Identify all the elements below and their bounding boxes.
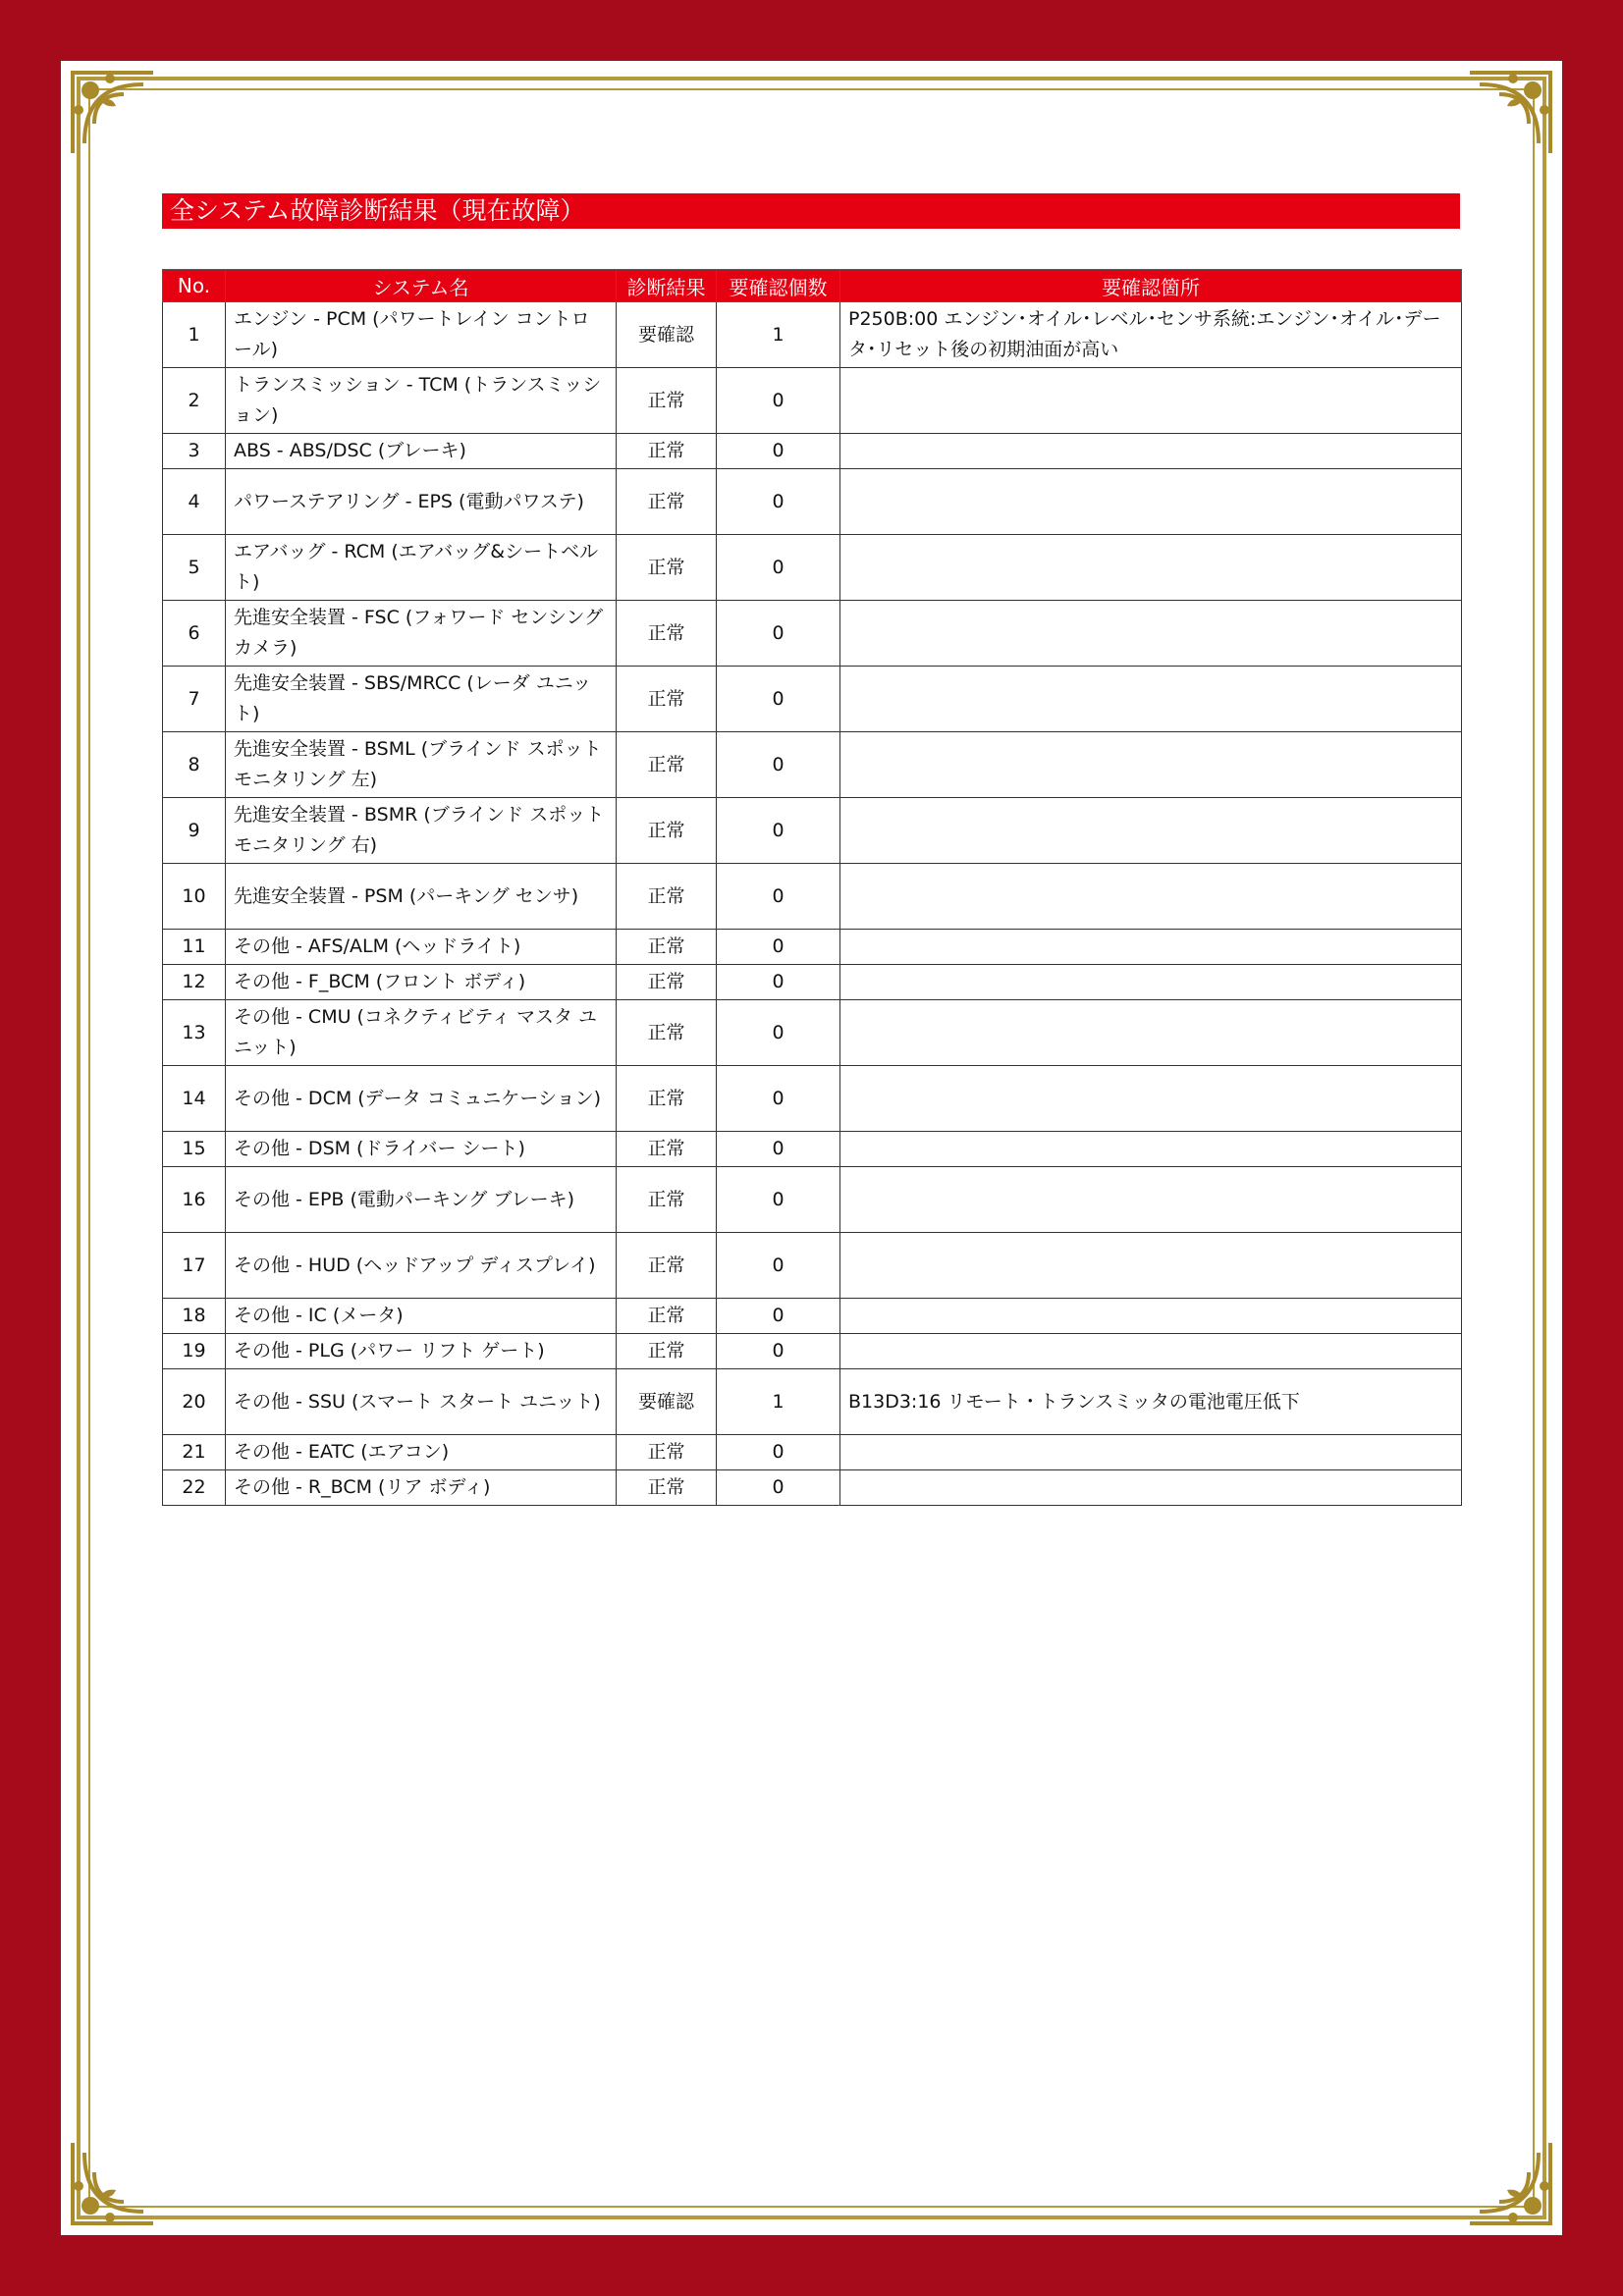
table-row [163, 601, 1462, 667]
row-count: 0 [717, 368, 840, 434]
row-count: 0 [717, 1334, 840, 1369]
row-location: P250B:00 エンジン･オイル･レベル･センサ系統:エンジン･オイル･データ･リセット後の初期油面が高い [840, 302, 1462, 368]
row-no: 2 [163, 368, 226, 434]
row-system-name: その他 - HUD (ヘッドアップ ディスプレイ) [226, 1233, 617, 1299]
diagnosis-table [162, 269, 1462, 1506]
row-system-name: パワーステアリング - EPS (電動パワステ) [226, 469, 617, 535]
table-row [163, 368, 1462, 434]
row-count: 0 [717, 965, 840, 1000]
table-row [163, 302, 1462, 368]
row-result: 正常 [617, 667, 717, 732]
row-count: 0 [717, 469, 840, 535]
row-no: 16 [163, 1167, 226, 1233]
row-result: 正常 [617, 1132, 717, 1167]
row-location [840, 965, 1462, 1000]
table-row [163, 1167, 1462, 1233]
row-no: 5 [163, 535, 226, 601]
corner-ornament-icon [1464, 65, 1558, 159]
row-system-name: トランスミッション - TCM (トランスミッション) [226, 368, 617, 434]
row-count: 0 [717, 732, 840, 798]
row-result: 正常 [617, 1167, 717, 1233]
row-count: 0 [717, 1435, 840, 1470]
row-system-name: その他 - EATC (エアコン) [226, 1435, 617, 1470]
row-location [840, 1233, 1462, 1299]
row-result: 正常 [617, 1000, 717, 1066]
header-system: システム名 [226, 270, 617, 302]
row-no: 11 [163, 930, 226, 965]
table-row [163, 965, 1462, 1000]
row-count: 0 [717, 864, 840, 930]
row-count: 0 [717, 1000, 840, 1066]
header-location: 要確認箇所 [840, 270, 1462, 302]
row-no: 18 [163, 1299, 226, 1334]
row-count: 1 [717, 302, 840, 368]
row-count: 0 [717, 667, 840, 732]
row-system-name: ABS - ABS/DSC (ブレーキ) [226, 434, 617, 469]
table-row [163, 732, 1462, 798]
table-header-row [163, 270, 1462, 302]
table-row [163, 1435, 1462, 1470]
row-result: 要確認 [617, 1369, 717, 1435]
row-count: 0 [717, 798, 840, 864]
table-row [163, 1233, 1462, 1299]
row-result: 要確認 [617, 302, 717, 368]
row-location [840, 1132, 1462, 1167]
corner-ornament-icon [65, 65, 159, 159]
row-location [840, 1435, 1462, 1470]
row-result: 正常 [617, 732, 717, 798]
row-system-name: その他 - PLG (パワー リフト ゲート) [226, 1334, 617, 1369]
row-count: 1 [717, 1369, 840, 1435]
table-row [163, 469, 1462, 535]
row-system-name: その他 - DCM (データ コミュニケーション) [226, 1066, 617, 1132]
row-no: 7 [163, 667, 226, 732]
table-row [163, 1132, 1462, 1167]
row-count: 0 [717, 1233, 840, 1299]
row-system-name: 先進安全装置 - FSC (フォワード センシング カメラ) [226, 601, 617, 667]
row-system-name: その他 - DSM (ドライバー シート) [226, 1132, 617, 1167]
row-no: 10 [163, 864, 226, 930]
row-result: 正常 [617, 1233, 717, 1299]
table-row [163, 667, 1462, 732]
row-no: 13 [163, 1000, 226, 1066]
row-no: 17 [163, 1233, 226, 1299]
row-system-name: その他 - AFS/ALM (ヘッドライト) [226, 930, 617, 965]
corner-ornament-icon [65, 2137, 159, 2231]
row-no: 20 [163, 1369, 226, 1435]
row-count: 0 [717, 535, 840, 601]
row-result: 正常 [617, 864, 717, 930]
row-no: 22 [163, 1470, 226, 1506]
row-result: 正常 [617, 965, 717, 1000]
row-no: 8 [163, 732, 226, 798]
row-system-name: エンジン - PCM (パワートレイン コントロール) [226, 302, 617, 368]
row-result: 正常 [617, 1470, 717, 1506]
row-result: 正常 [617, 469, 717, 535]
row-no: 4 [163, 469, 226, 535]
row-system-name: 先進安全装置 - PSM (パーキング センサ) [226, 864, 617, 930]
row-count: 0 [717, 434, 840, 469]
table-row [163, 1000, 1462, 1066]
row-no: 9 [163, 798, 226, 864]
row-no: 1 [163, 302, 226, 368]
row-system-name: 先進安全装置 - SBS/MRCC (レーダ ユニット) [226, 667, 617, 732]
row-count: 0 [717, 1470, 840, 1506]
row-count: 0 [717, 601, 840, 667]
header-result: 診断結果 [617, 270, 717, 302]
row-location [840, 864, 1462, 930]
row-location [840, 535, 1462, 601]
row-location [840, 732, 1462, 798]
table-row [163, 798, 1462, 864]
row-location [840, 930, 1462, 965]
row-system-name: 先進安全装置 - BSMR (ブラインド スポット モニタリング 右) [226, 798, 617, 864]
row-result: 正常 [617, 930, 717, 965]
row-result: 正常 [617, 1299, 717, 1334]
table-row [163, 1369, 1462, 1435]
row-location [840, 667, 1462, 732]
row-result: 正常 [617, 368, 717, 434]
row-location [840, 1066, 1462, 1132]
row-location [840, 798, 1462, 864]
row-result: 正常 [617, 1066, 717, 1132]
row-no: 15 [163, 1132, 226, 1167]
row-location [840, 601, 1462, 667]
row-location [840, 368, 1462, 434]
row-result: 正常 [617, 601, 717, 667]
row-count: 0 [717, 1066, 840, 1132]
row-count: 0 [717, 1167, 840, 1233]
table-row [163, 1299, 1462, 1334]
row-location [840, 1299, 1462, 1334]
row-no: 14 [163, 1066, 226, 1132]
row-location [840, 1167, 1462, 1233]
row-count: 0 [717, 930, 840, 965]
row-location: B13D3:16 リモート・トランスミッタの電池電圧低下 [840, 1369, 1462, 1435]
row-location [840, 434, 1462, 469]
row-no: 6 [163, 601, 226, 667]
row-result: 正常 [617, 1334, 717, 1369]
row-system-name: その他 - IC (メータ) [226, 1299, 617, 1334]
row-no: 19 [163, 1334, 226, 1369]
row-location [840, 469, 1462, 535]
header-no: No. [163, 270, 226, 302]
row-system-name: その他 - F_BCM (フロント ボディ) [226, 965, 617, 1000]
row-result: 正常 [617, 434, 717, 469]
row-count: 0 [717, 1299, 840, 1334]
corner-ornament-icon [1464, 2137, 1558, 2231]
header-count: 要確認個数 [717, 270, 840, 302]
row-system-name: その他 - R_BCM (リア ボディ) [226, 1470, 617, 1506]
row-system-name: その他 - EPB (電動パーキング ブレーキ) [226, 1167, 617, 1233]
row-location [840, 1000, 1462, 1066]
row-no: 12 [163, 965, 226, 1000]
row-no: 21 [163, 1435, 226, 1470]
table-row [163, 535, 1462, 601]
table-row [163, 1470, 1462, 1506]
table-row [163, 930, 1462, 965]
row-result: 正常 [617, 1435, 717, 1470]
table-row [163, 1066, 1462, 1132]
row-result: 正常 [617, 535, 717, 601]
table-row [163, 434, 1462, 469]
row-count: 0 [717, 1132, 840, 1167]
section-title: 全システム故障診断結果（現在故障） [162, 193, 1460, 229]
row-location [840, 1470, 1462, 1506]
table-row [163, 1334, 1462, 1369]
row-system-name: その他 - SSU (スマート スタート ユニット) [226, 1369, 617, 1435]
row-location [840, 1334, 1462, 1369]
table-row [163, 864, 1462, 930]
row-result: 正常 [617, 798, 717, 864]
row-system-name: エアバッグ - RCM (エアバッグ&シートベルト) [226, 535, 617, 601]
row-system-name: その他 - CMU (コネクティビティ マスタ ユニット) [226, 1000, 617, 1066]
row-system-name: 先進安全装置 - BSML (ブラインド スポット モニタリング 左) [226, 732, 617, 798]
row-no: 3 [163, 434, 226, 469]
